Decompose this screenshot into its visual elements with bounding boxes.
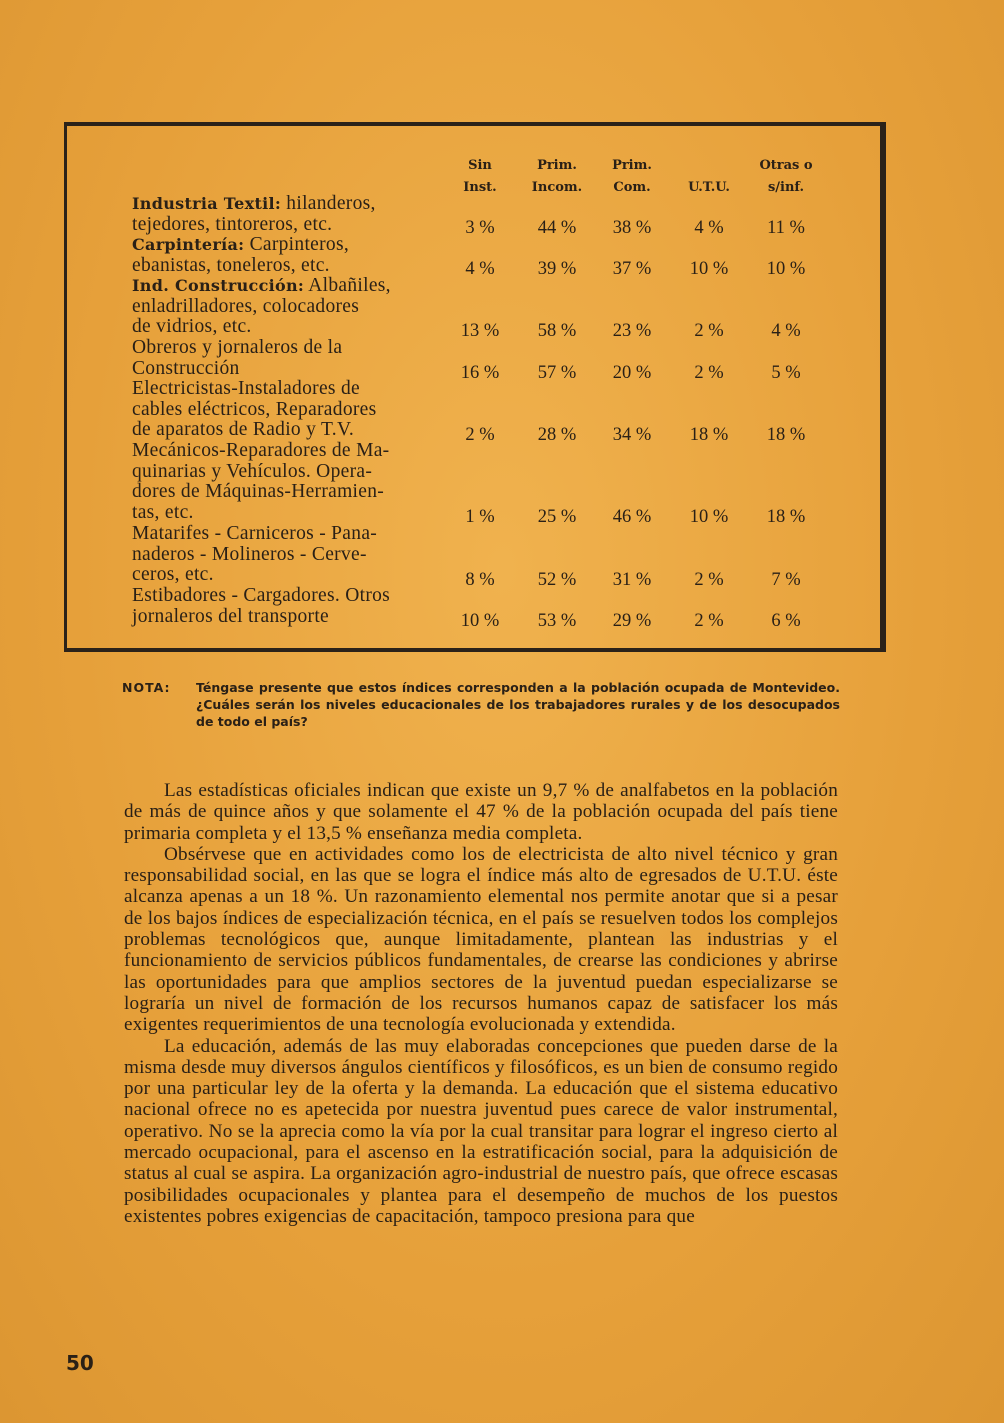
column-header-line: Prim. <box>612 158 652 173</box>
paragraph: La educación, además de las muy elaboradas concepciones que pueden darse de la misma desde muy diversos ángulos científicos y filosóficos, es un bien de consumo regido por una particular ley de la oferta y la demanda. La educación que el sistema educativo nacional ofrece no es apetecida por nuestra juventud pues carece de valor instrumental, operativo. No se la aprecia como la vía por la cual transitar para lograr el ingreso cierto al mercado ocupacional, para el ascenso en la estratificación social, para la adquisición de status al cual se aspira. La organización agro-industrial de nuestro país, que ofrece escasas posibilidades ocupacionales y plantea para el desempeño de muchos de los puestos existentes pobres exigencias de capacitación, tampoco presiona para que <box>124 1035 838 1227</box>
table-cell: 2 % <box>694 363 724 383</box>
paragraph: Obsérvese que en actividades como los de electricista de alto nivel técnico y gran responsabilidad social, en las que se logra el índice más alto de egresados de U.T.U. éste alcanza apenas a un 18 %. Un razonamiento elemental nos permite anotar que si a pesar de los bajos índices de especialización técnica, en el país se resuelven todos los complejos problemas tecnológicos que, aunque limitadamente, plantean las industrias y el funcionamiento de servicios públicos fundamentales, de crearse las condiciones y abrirse las oportunidades para que amplios sectores de la juventud puedan especializarse se lograría un nivel de formación de los recursos humanos capaz de satisfacer los más exigentes requerimientos de una tecnología evolucionada y extendida. <box>124 843 838 1036</box>
occupation-line: Estibadores - Cargadores. Otros <box>132 585 391 606</box>
table-cell: 29 % <box>612 611 652 631</box>
table-cell: 2 % <box>694 570 724 590</box>
table-cell: 4 % <box>465 259 495 279</box>
table-cell: 28 % <box>537 425 577 445</box>
table-cell: 10 % <box>766 259 806 279</box>
table-cell: 53 % <box>537 611 577 631</box>
body-text <box>124 780 838 1227</box>
occupation-line: Carpinteros, <box>244 234 350 255</box>
table-cell: 44 % <box>537 218 577 238</box>
table-cell: 7 % <box>771 570 801 590</box>
occupation-line: quinarias y Vehículos. Opera- <box>132 460 373 482</box>
table-cell: 52 % <box>537 570 577 590</box>
table-cell: 39 % <box>537 259 577 279</box>
table-cell: 4 % <box>771 321 801 341</box>
table-cell: 13 % <box>460 321 500 341</box>
occupation-line: Mecánicos-Reparadores de Ma- <box>132 440 390 461</box>
column-header-line: Inst. <box>463 180 497 195</box>
table-cell: 23 % <box>612 321 652 341</box>
column-header-line: U.T.U. <box>688 180 730 195</box>
table-cell: 16 % <box>460 363 500 383</box>
note-text: Téngase presente que estos índices corresponden a la población ocupada de Montevideo. ¿Cuáles serán los niveles educacionales de los trabajadores rurales y de los desocupados de todo el país? <box>196 680 840 729</box>
table-row <box>0 218 1004 239</box>
table-cell: 37 % <box>612 259 652 279</box>
table-cell: 18 % <box>766 425 806 445</box>
column-header-line: Com. <box>613 180 651 195</box>
occupation-line: naderos - Molineros - Cerve- <box>132 543 367 565</box>
table-cell: 25 % <box>537 507 577 527</box>
column-header-line: Incom. <box>531 180 583 195</box>
table-cell: 46 % <box>612 507 652 527</box>
table-cell: 10 % <box>460 611 500 631</box>
table-cell: 34 % <box>612 425 652 445</box>
table-cell: 4 % <box>694 218 724 238</box>
table-cell: 18 % <box>766 507 806 527</box>
occupation-category: Industria Textil: <box>132 194 282 213</box>
table-cell: 2 % <box>694 611 724 631</box>
table-row <box>0 425 1004 446</box>
occupation-line: enladrilladores, colocadores <box>132 295 360 317</box>
table-cell: 2 % <box>694 321 724 341</box>
occupation-category: Ind. Construcción: <box>132 276 305 295</box>
table-cell: 31 % <box>612 570 652 590</box>
table-cell: 58 % <box>537 321 577 341</box>
page-number: 50 <box>66 1351 94 1375</box>
table-cell: 2 % <box>465 425 495 445</box>
occupation-line: ebanistas, toneleros, etc. <box>132 254 330 276</box>
occupation-line: de aparatos de Radio y T.V. <box>132 419 355 441</box>
table-row <box>0 570 1004 591</box>
occupation-line: Electricistas-Instaladores de <box>132 378 360 399</box>
table-cell: 8 % <box>465 570 495 590</box>
occupation-line: dores de Máquinas-Herramien- <box>132 481 385 503</box>
column-header-line: Prim. <box>537 158 577 173</box>
occupation-line: tas, etc. <box>132 501 194 523</box>
table-cell: 38 % <box>612 218 652 238</box>
occupation-line: jornaleros del transporte <box>132 605 330 627</box>
occupation-line: tejedores, tintoreros, etc. <box>132 213 333 235</box>
table-cell: 10 % <box>689 259 729 279</box>
paragraph: Las estadísticas oficiales indican que existe un 9,7 % de analfabetos en la población de más de quince años y que solamente el 47 % de la población ocupada del país tiene primaria completa y el 13,5 % enseñanza media completa. <box>124 780 838 844</box>
table-cell: 1 % <box>465 507 495 527</box>
table-row <box>0 363 1004 384</box>
table-cell: 20 % <box>612 363 652 383</box>
table-cell: 57 % <box>537 363 577 383</box>
table-cell: 6 % <box>771 611 801 631</box>
table-row <box>0 321 1004 342</box>
occupation-line: hilanderos, <box>281 193 376 214</box>
table-cell: 5 % <box>771 363 801 383</box>
occupation-line: Albañiles, <box>304 275 391 296</box>
column-header-line: Otras o <box>759 158 813 173</box>
table-row <box>0 259 1004 280</box>
table-cell: 10 % <box>689 507 729 527</box>
table-cell: 11 % <box>767 218 805 238</box>
table-cell: 18 % <box>689 425 729 445</box>
occupation-line: ceros, etc. <box>132 564 214 586</box>
column-header <box>736 155 836 199</box>
table-row <box>0 611 1004 632</box>
table-cell: 3 % <box>465 218 495 238</box>
occupation-line: de vidrios, etc. <box>132 316 252 338</box>
column-header-line: Sin <box>468 158 492 173</box>
occupation-line: Matarifes - Carniceros - Pana- <box>132 523 378 544</box>
column-header-line: s/inf. <box>767 180 805 195</box>
table-row <box>0 507 1004 528</box>
occupation-line: Obreros y jornaleros de la <box>132 337 343 358</box>
occupation-line: cables eléctricos, Reparadores <box>132 398 377 420</box>
occupation-line: Construcción <box>132 357 240 379</box>
occupation-category: Carpintería: <box>132 235 245 254</box>
note-label: NOTA: <box>122 680 171 695</box>
